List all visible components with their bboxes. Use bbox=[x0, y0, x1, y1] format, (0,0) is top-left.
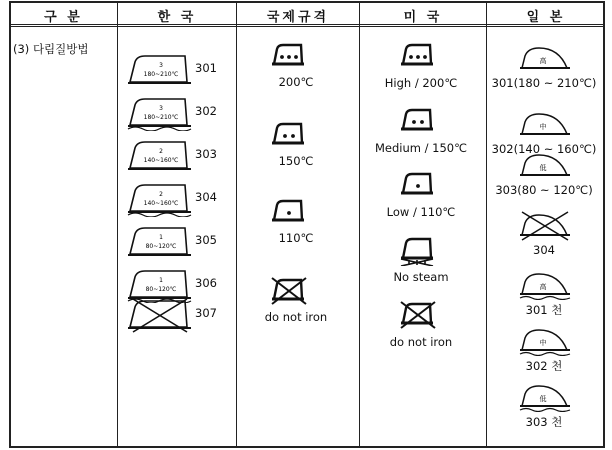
crossed-iron-icon bbox=[127, 297, 193, 337]
iron-icon bbox=[268, 198, 308, 232]
iron-icon bbox=[519, 151, 571, 185]
iron-label: 303(80 ~ 120℃) bbox=[495, 183, 593, 197]
header-international: 국제규격 bbox=[266, 10, 330, 25]
iron-icon bbox=[397, 107, 437, 141]
do-not-iron-icon bbox=[268, 277, 308, 311]
iron-setting-number: 3 bbox=[159, 105, 163, 112]
iron-icon bbox=[519, 382, 571, 416]
iron-label: No steam bbox=[393, 270, 449, 284]
temperature-kanji: 低 bbox=[539, 164, 547, 172]
iron-temperature: 80~120℃ bbox=[145, 243, 177, 250]
iron-icon bbox=[127, 181, 193, 221]
column-divider bbox=[117, 1, 118, 446]
iron-code: 306 bbox=[195, 276, 217, 290]
iron-label: 301(180 ~ 210℃) bbox=[491, 76, 597, 90]
iron-setting-number: 2 bbox=[159, 191, 163, 198]
iron-icon bbox=[519, 270, 571, 304]
iron-label: do not iron bbox=[389, 335, 453, 349]
iron-temperature: 140~160℃ bbox=[143, 200, 179, 207]
iron-code: 307 bbox=[195, 306, 217, 320]
iron-icon bbox=[127, 138, 193, 178]
header-korea: 한 국 bbox=[157, 10, 197, 25]
iron-label: 304 bbox=[533, 243, 555, 257]
temperature-kanji: 中 bbox=[539, 123, 547, 131]
iron-label: 110℃ bbox=[278, 231, 314, 245]
row-label: (3) 다림질방법 bbox=[13, 42, 89, 56]
temperature-kanji: 高 bbox=[539, 283, 547, 291]
iron-label: High / 200℃ bbox=[384, 76, 458, 90]
iron-icon bbox=[519, 326, 571, 360]
iron-icon bbox=[268, 121, 308, 155]
header-usa: 미 국 bbox=[403, 10, 443, 25]
do-not-iron-icon bbox=[519, 211, 571, 245]
temperature-kanji: 中 bbox=[539, 339, 547, 347]
iron-setting-number: 3 bbox=[159, 62, 163, 69]
iron-setting-number: 1 bbox=[159, 234, 163, 241]
header-japan: 일 본 bbox=[526, 10, 566, 25]
iron-label: 150℃ bbox=[278, 154, 314, 168]
iron-label: 301 천 bbox=[525, 303, 563, 317]
iron-label: Medium / 150℃ bbox=[374, 141, 468, 155]
iron-code: 304 bbox=[195, 190, 217, 204]
iron-icon bbox=[127, 95, 193, 135]
iron-code: 303 bbox=[195, 147, 217, 161]
table-header bbox=[11, 1, 603, 27]
iron-temperature: 80~120℃ bbox=[145, 286, 177, 293]
iron-temperature: 180~210℃ bbox=[143, 114, 179, 121]
column-divider bbox=[486, 1, 487, 446]
column-divider bbox=[236, 1, 237, 446]
iron-label: 302 천 bbox=[525, 359, 563, 373]
iron-icon bbox=[268, 42, 308, 76]
iron-label: do not iron bbox=[264, 310, 328, 324]
iron-icon bbox=[519, 110, 571, 144]
temperature-kanji: 低 bbox=[539, 395, 547, 403]
iron-icon bbox=[397, 42, 437, 76]
iron-temperature: 180~210℃ bbox=[143, 71, 179, 78]
iron-code: 301 bbox=[195, 61, 217, 75]
iron-label: 200℃ bbox=[278, 75, 314, 89]
iron-icon bbox=[519, 44, 571, 78]
iron-icon bbox=[127, 52, 193, 92]
temperature-kanji: 高 bbox=[539, 57, 547, 65]
iron-code: 305 bbox=[195, 233, 217, 247]
iron-label: Low / 110℃ bbox=[386, 205, 456, 219]
iron-code: 302 bbox=[195, 104, 217, 118]
header-category: 구 분 bbox=[44, 10, 83, 25]
iron-temperature: 140~160℃ bbox=[143, 157, 179, 164]
do-not-iron-icon bbox=[397, 301, 437, 335]
iron-icon bbox=[127, 224, 193, 264]
iron-setting-number: 2 bbox=[159, 148, 163, 155]
iron-label: 303 천 bbox=[525, 415, 563, 429]
iron-label: 302(140 ~ 160℃) bbox=[491, 142, 597, 156]
iron-icon bbox=[397, 171, 437, 205]
column-divider bbox=[359, 1, 360, 446]
iron-setting-number: 1 bbox=[159, 277, 163, 284]
no-steam-icon bbox=[397, 236, 437, 270]
